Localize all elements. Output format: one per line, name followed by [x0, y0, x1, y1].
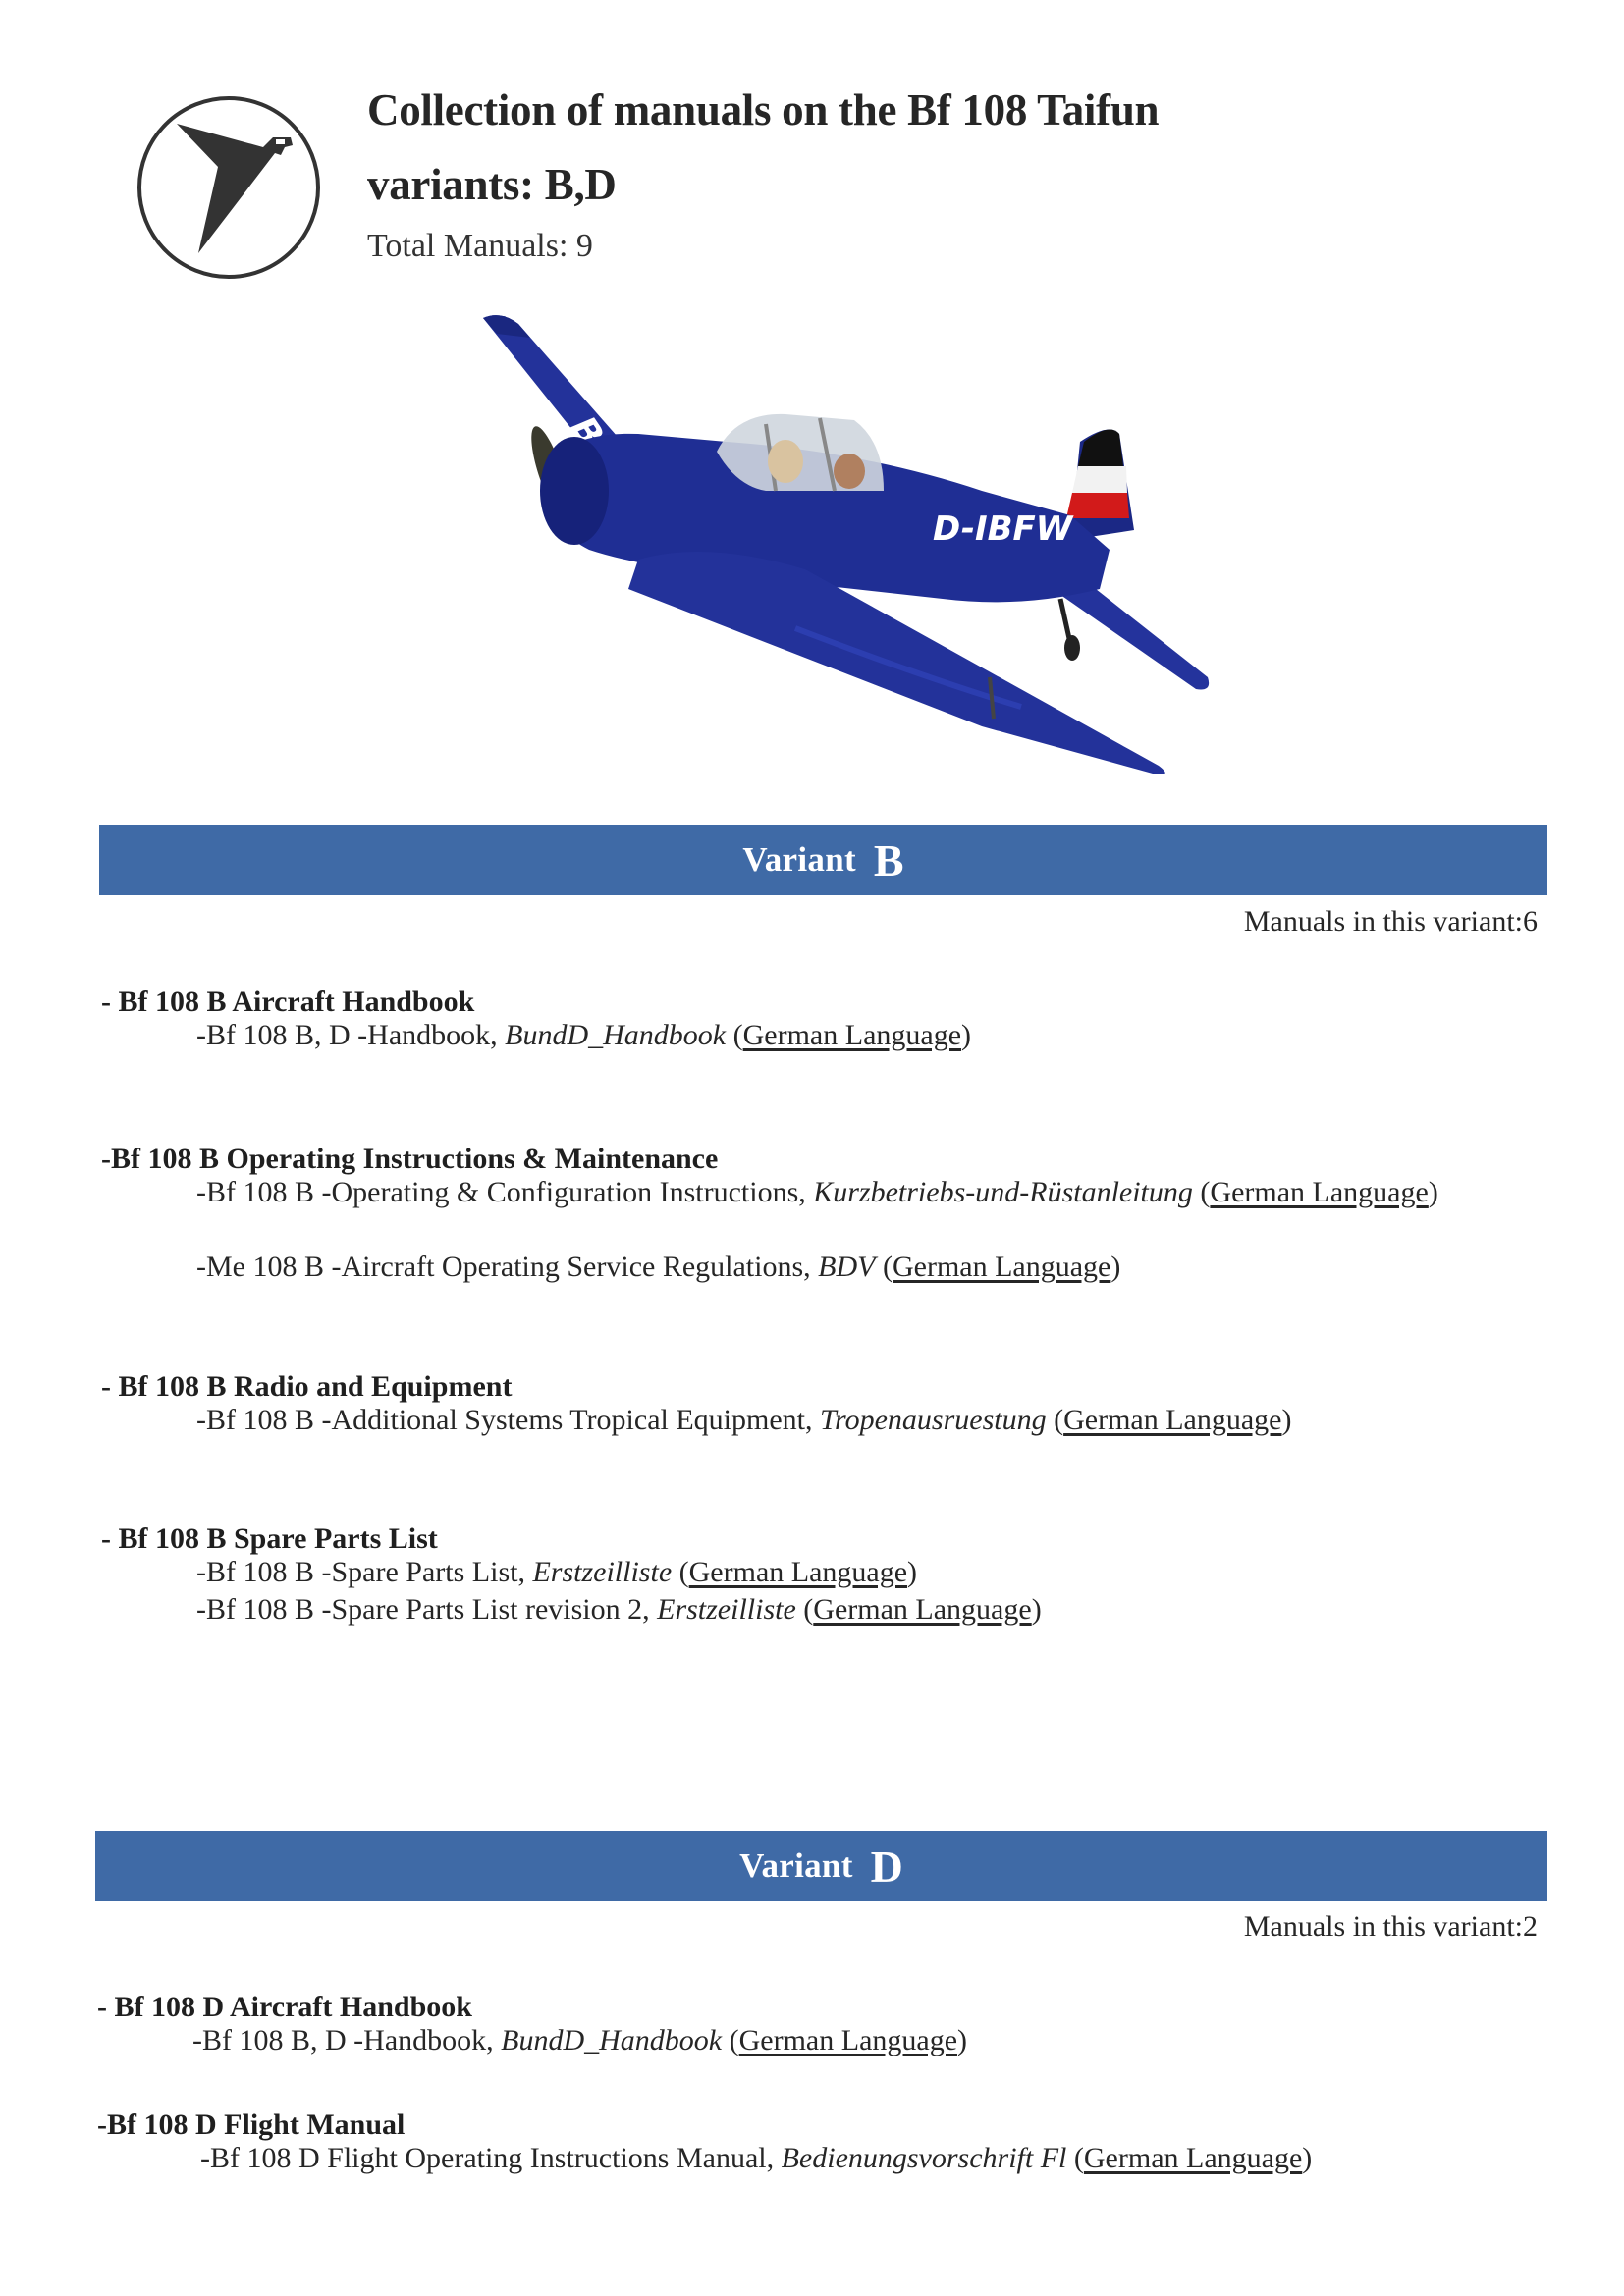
manual-entry [196, 1402, 1551, 1439]
variant-d-count: Manuals in this variant:2 [1243, 1910, 1538, 1943]
manual-title: Erstzeilliste [532, 1556, 673, 1588]
german-language-link[interactable]: German Language [813, 1593, 1032, 1626]
paren-open: ( [875, 1251, 893, 1283]
paren-close: ) [907, 1556, 918, 1588]
german-language-link[interactable]: German Language [1210, 1176, 1429, 1208]
variant-b-word: Variant [742, 840, 856, 879]
german-language-link[interactable]: German Language [1063, 1404, 1282, 1436]
group-heading: -Bf 108 B Operating Instructions & Maintenance [101, 1143, 719, 1175]
manual-designation: -Bf 108 B -Spare Parts List, [196, 1556, 533, 1588]
manual-title: Erstzeilliste [657, 1593, 796, 1626]
group-heading: - Bf 108 D Aircraft Handbook [97, 1991, 472, 2023]
bird-logo-icon [135, 94, 322, 281]
total-manuals-count: Total Manuals: 9 [367, 228, 593, 264]
paren-open: ( [1066, 2142, 1084, 2174]
paren-open: ( [672, 1556, 689, 1588]
variant-b-letter: B [873, 834, 904, 885]
german-language-link[interactable]: German Language [742, 1019, 962, 1051]
page-subtitle-variants: variants: B,D [367, 160, 617, 209]
svg-text:D-IBFW: D-IBFW [933, 509, 1073, 549]
manual-entry [196, 1591, 1473, 1629]
manual-title: Tropenausruestung [820, 1404, 1047, 1436]
german-language-link[interactable]: German Language [1083, 2142, 1303, 2174]
variant-d-letter: D [870, 1841, 903, 1892]
paren-close: ) [1031, 1593, 1042, 1626]
manual-entry [192, 2022, 1469, 2059]
manual-title: BundD_Handbook [505, 1019, 727, 1051]
manual-designation: -Bf 108 B -Additional Systems Tropical Equipment, [196, 1404, 820, 1436]
paren-open: ( [795, 1593, 814, 1626]
manual-designation: -Bf 108 B, D -Handbook, [196, 1019, 506, 1051]
paren-close: ) [1302, 2142, 1313, 2174]
group-heading: - Bf 108 B Spare Parts List [101, 1522, 438, 1555]
variant-d-banner [95, 1831, 1547, 1901]
manual-title: Kurzbetriebs-und-Rüstanleitung [813, 1176, 1193, 1208]
paren-close: ) [1110, 1251, 1121, 1283]
page-title: Collection of manuals on the Bf 108 Taifun [367, 85, 1160, 134]
group-heading: -Bf 108 D Flight Manual [97, 2109, 406, 2141]
manual-entry [196, 1249, 1473, 1286]
manual-designation: -Bf 108 D Flight Operating Instructions Manual, [200, 2142, 782, 2174]
manual-entry [200, 2140, 1555, 2177]
aircraft-image [471, 304, 1218, 775]
manual-designation: -Bf 108 B -Operating & Configuration Instructions, [196, 1176, 814, 1208]
german-language-link[interactable]: German Language [892, 1251, 1111, 1283]
group-heading: - Bf 108 B Aircraft Handbook [101, 986, 475, 1018]
variant-d-word: Variant [739, 1846, 853, 1885]
paren-open: ( [722, 2024, 739, 2056]
variant-b-count: Manuals in this variant:6 [1243, 905, 1538, 937]
manual-entry [196, 1174, 1443, 1211]
manual-title: BDV [818, 1251, 876, 1283]
group-heading: - Bf 108 B Radio and Equipment [101, 1370, 513, 1403]
variant-b-banner [99, 825, 1547, 895]
paren-close: ) [1281, 1404, 1292, 1436]
manual-entry [196, 1554, 1473, 1591]
paren-close: ) [1428, 1176, 1438, 1208]
paren-close: ) [957, 2024, 968, 2056]
manual-title: Bedienungsvorschrift Fl [781, 2142, 1067, 2174]
manual-designation: -Bf 108 B, D -Handbook, [192, 2024, 502, 2056]
paren-open: ( [1046, 1404, 1064, 1436]
german-language-link[interactable]: German Language [688, 1556, 908, 1588]
paren-close: ) [961, 1019, 972, 1051]
paren-open: ( [726, 1019, 743, 1051]
manual-entry [196, 1017, 1473, 1054]
manual-designation: -Me 108 B -Aircraft Operating Service Regulations, [196, 1251, 819, 1283]
manual-designation: -Bf 108 B -Spare Parts List revision 2, [196, 1593, 658, 1626]
manual-title: BundD_Handbook [501, 2024, 723, 2056]
paren-open: ( [1192, 1176, 1211, 1208]
german-language-link[interactable]: German Language [738, 2024, 958, 2056]
